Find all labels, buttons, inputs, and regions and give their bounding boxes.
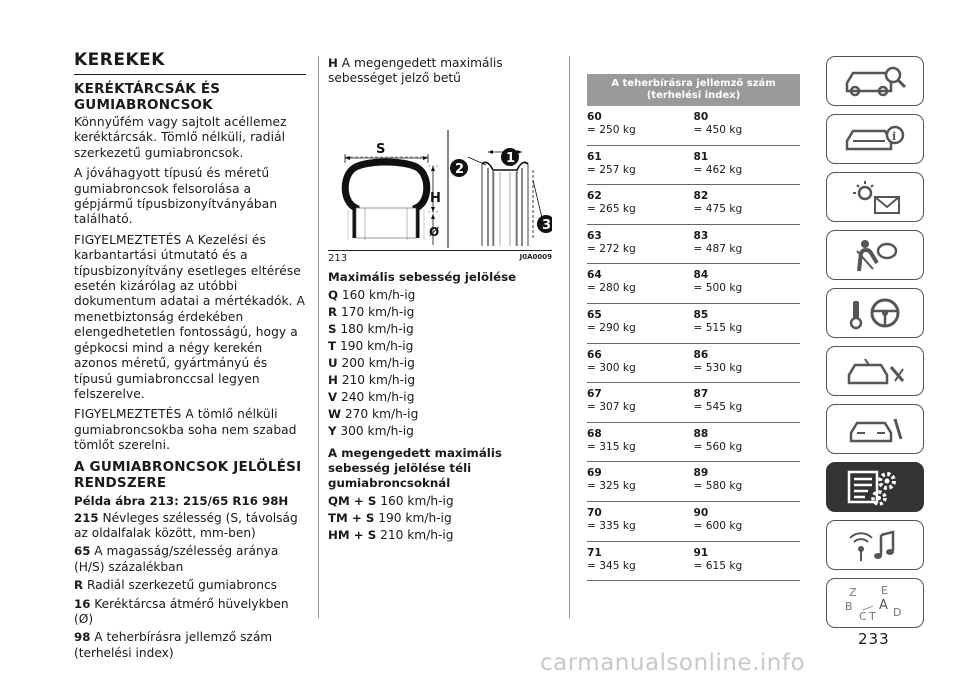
speed-code: R (328, 304, 338, 319)
load-value: = 462 kg (693, 163, 743, 176)
paragraph: A jóváhagyott típusú és méretű gumiabroncsok felsorolása a gépjármű típusbizonyítványában található. (74, 166, 278, 227)
load-value: = 560 kg (693, 440, 743, 453)
load-value: = 615 kg (693, 559, 743, 572)
load-value: = 250 kg (587, 124, 636, 136)
definition-item (74, 597, 306, 628)
definition-code: 98 (74, 630, 91, 645)
load-index: 86 (693, 348, 709, 361)
speed-value: 270 km/h-ig (344, 406, 419, 421)
example-heading: Példa ábra 213: 215/65 R16 98H (74, 493, 289, 508)
speed-item (328, 287, 552, 304)
table-row (587, 146, 800, 186)
winter-item (328, 510, 552, 527)
load-index: 81 (693, 150, 709, 163)
label-s: S (376, 141, 386, 157)
definition-item (74, 511, 306, 542)
speed-code: T (328, 338, 337, 353)
load-value: = 335 kg (587, 519, 636, 532)
definition-item (74, 578, 306, 593)
car-maintenance-icon (835, 409, 915, 449)
nav-dashboard[interactable] (826, 56, 924, 106)
definition-code: 215 (74, 510, 99, 525)
load-index: 90 (693, 506, 709, 519)
definition-code: 16 (74, 596, 91, 611)
winter-heading: A megengedett maximális sebesség jelölése téli gumiabroncsoknál (328, 445, 502, 490)
warning-paragraph: FIGYELMEZTETÉS A tömlő nélküli gumiabroncsokba soha nem szabad tömlőt szerelni. (74, 407, 297, 453)
paragraph: Könnyűfém vagy sajtolt acéllemez keréktárcsák. Tömlő nélküli, radiál szerkezetű gumiabroncsok. (74, 115, 287, 160)
load-index: 68 (587, 427, 602, 440)
table-row (587, 423, 800, 463)
table-cell (587, 467, 694, 501)
tire-diagram (328, 90, 552, 250)
figure-caption (328, 250, 552, 264)
table-cell (694, 190, 801, 224)
load-value: = 600 kg (693, 519, 743, 532)
index-letter: Z (849, 586, 857, 599)
definition-code: H (328, 56, 338, 70)
speed-item (328, 338, 552, 355)
table-cell (587, 309, 694, 343)
index-letter: E (881, 584, 888, 597)
column-divider (569, 56, 570, 618)
definition-text: Radiál szerkezetű gumiabroncs (86, 578, 278, 593)
table-cell (587, 230, 694, 264)
table-row (587, 542, 800, 582)
table-header: A teherbírásra jellemző szám (terhelési index) (587, 74, 800, 106)
page-title: KEREKEK (74, 50, 306, 75)
speed-item (328, 304, 552, 321)
load-value: = 515 kg (693, 321, 743, 334)
load-index: 71 (587, 546, 602, 559)
watermark: carmanualsonline.info (540, 650, 806, 676)
table-cell (587, 190, 694, 224)
speed-item (328, 321, 552, 338)
table-cell (694, 547, 801, 581)
load-index: 87 (693, 388, 709, 401)
definition-code: 65 (74, 544, 91, 559)
index-letter: A (879, 598, 888, 613)
nav-maintenance[interactable] (826, 404, 924, 454)
speed-item (328, 372, 552, 389)
nav-technical-data[interactable] (826, 462, 924, 512)
table-row (587, 225, 800, 265)
middle-column (328, 56, 552, 544)
speed-code: Q (328, 287, 339, 302)
table-cell (694, 230, 801, 264)
table-row (587, 462, 800, 502)
load-value: = 265 kg (587, 203, 636, 216)
load-value: = 545 kg (693, 401, 743, 414)
table-cell (587, 428, 694, 462)
speed-item (328, 355, 552, 372)
table-cell (694, 507, 801, 541)
definition-text: Névleges szélesség (S, távolság az oldalfalak között, mm-ben) (74, 510, 298, 540)
callout-3: 3 (542, 217, 552, 233)
load-value: = 500 kg (693, 282, 743, 295)
table-body (587, 106, 800, 581)
load-value: = 580 kg (693, 480, 743, 493)
load-value: = 257 kg (587, 163, 636, 176)
table-row (587, 344, 800, 384)
speed-code: Y (328, 423, 337, 438)
load-value: = 307 kg (587, 401, 636, 414)
winter-value: 190 km/h-ig (378, 510, 452, 525)
load-value: = 325 kg (587, 480, 636, 493)
label-h: H (430, 190, 441, 206)
load-index: 67 (587, 388, 602, 401)
speed-value: 200 km/h-ig (341, 355, 415, 370)
definition-item (328, 56, 552, 87)
index-letter: T (869, 610, 876, 623)
table-row (587, 304, 800, 344)
winter-item (328, 527, 552, 544)
load-index: 62 (587, 190, 602, 203)
callout-1: 1 (506, 150, 516, 166)
load-index-table (587, 74, 800, 581)
index-letter: D (893, 606, 902, 619)
load-value: = 487 kg (693, 242, 743, 255)
speed-code: U (328, 355, 338, 370)
section-title-marking: A GUMIABRONCSOK JELÖLÉSI RENDSZERE (74, 458, 302, 491)
table-row (587, 185, 800, 225)
technical-data-icon (835, 466, 915, 508)
nav-multimedia[interactable] (826, 520, 924, 570)
callout-2: 2 (455, 161, 465, 177)
winter-code: QM + S (328, 493, 377, 508)
load-value: = 315 kg (587, 440, 636, 453)
speed-item (328, 389, 552, 406)
load-value: = 290 kg (587, 321, 636, 334)
load-value: = 475 kg (693, 203, 743, 216)
speed-value: 240 km/h-ig (341, 389, 415, 404)
speed-item (328, 423, 552, 440)
load-value: = 450 kg (693, 124, 743, 136)
definition-code: R (74, 578, 84, 593)
alphabetical-index-icon (835, 582, 915, 624)
table-cell (587, 547, 694, 581)
index-letter: C (859, 610, 867, 623)
svg-text:i: i (892, 130, 897, 143)
winter-value: 160 km/h-ig (380, 493, 454, 508)
speed-value: 190 km/h-ig (339, 338, 414, 353)
table-cell (694, 111, 801, 145)
table-cell (587, 349, 694, 383)
table-cell (694, 467, 801, 501)
table-row (587, 502, 800, 542)
load-index: 82 (693, 190, 709, 203)
load-value: = 300 kg (587, 361, 636, 374)
table-cell (694, 151, 801, 185)
table-cell (587, 151, 694, 185)
left-column (74, 50, 306, 664)
load-index: 91 (693, 546, 709, 559)
table-cell (587, 507, 694, 541)
speed-value: 170 km/h-ig (340, 304, 415, 319)
speed-item (328, 406, 552, 423)
speed-heading: Maximális sebesség jelölése (328, 269, 517, 284)
table-cell (587, 388, 694, 422)
table-row (587, 383, 800, 423)
starting-driving-icon (835, 293, 915, 333)
speed-code: W (328, 406, 342, 421)
page-number: 233 (858, 630, 890, 648)
table-cell (694, 309, 801, 343)
definition-item (74, 630, 306, 661)
emergency-car-icon (835, 351, 915, 391)
speed-value: 180 km/h-ig (340, 321, 414, 336)
load-value: = 280 kg (587, 282, 636, 295)
table-cell (587, 111, 694, 145)
load-index: 64 (587, 269, 602, 282)
load-index: 63 (587, 229, 602, 242)
load-index: 80 (693, 111, 709, 123)
speed-code: V (328, 389, 338, 404)
car-info-icon (835, 119, 915, 159)
definition-text: A teherbírásra jellemző szám (terhelési index) (74, 630, 273, 660)
table-cell (694, 269, 801, 303)
load-index: 66 (587, 348, 602, 361)
table-row (587, 106, 800, 146)
speed-code: S (328, 321, 337, 336)
definition-text: A magasság/szélesség aránya (H/S) százalékban (74, 544, 279, 574)
light-message-icon (835, 177, 915, 217)
load-index: 61 (587, 150, 602, 163)
warning-paragraph: FIGYELMEZTETÉS A Kezelési és karbantartási útmutató és a típusbizonyítvány esetleges eltérése esetén kizárólag az utóbbi dokumentum adatai a mértékadók. A menetbiztonság érdekében elengedhetetlen fontosságú, hogy a gépkocsi mind a négy kerekén azonos méretű, gyártmányú és típusú gumiabronccsal legyen felszerelve. (74, 232, 306, 401)
nav-emergency[interactable] (826, 346, 924, 396)
load-index: 70 (587, 506, 602, 519)
table-cell (694, 349, 801, 383)
table-cell (694, 388, 801, 422)
label-diameter: Ø (429, 224, 440, 239)
definition-text: Keréktárcsa átmérő hüvelykben (Ø) (74, 596, 289, 626)
winter-code: TM + S (328, 510, 375, 525)
speed-code: H (328, 372, 338, 387)
definition-text: A megengedett maximális sebességet jelző betű (328, 56, 503, 86)
nav-safety[interactable] (826, 230, 924, 280)
speed-value: 210 km/h-ig (341, 372, 416, 387)
figure-code: J0A0009 (519, 252, 552, 261)
dashboard-search-icon (835, 61, 915, 101)
load-index: 60 (587, 111, 602, 123)
definition-item (74, 544, 306, 575)
load-index: 84 (693, 269, 709, 282)
nav-lights-messages[interactable] (826, 172, 924, 222)
table-cell (587, 269, 694, 303)
load-index: 69 (587, 467, 602, 480)
nav-car-info[interactable] (826, 114, 924, 164)
figure-number: 213 (328, 252, 348, 264)
section-title-rims: KERÉKTÁRCSÁK ÉS GUMIABRONCSOK (74, 81, 221, 113)
table-row (587, 264, 800, 304)
load-value: = 272 kg (587, 242, 636, 255)
speed-value: 300 km/h-ig (340, 423, 414, 438)
winter-item (328, 493, 552, 510)
tire-cross-section-figure (328, 90, 552, 250)
column-divider (318, 56, 319, 618)
load-value: = 345 kg (587, 559, 636, 572)
speed-value: 160 km/h-ig (341, 287, 416, 302)
load-index: 85 (693, 308, 709, 321)
winter-code: HM + S (328, 527, 377, 542)
nav-starting-driving[interactable] (826, 288, 924, 338)
index-letter: B (845, 600, 853, 613)
load-index: 83 (693, 229, 709, 242)
load-index: 88 (693, 427, 709, 440)
multimedia-icon (835, 525, 915, 565)
airbag-seatbelt-icon (835, 235, 915, 275)
nav-index[interactable] (826, 578, 924, 628)
winter-value: 210 km/h-ig (380, 527, 454, 542)
table-cell (694, 428, 801, 462)
load-value: = 530 kg (693, 361, 743, 374)
chapter-navigation (826, 56, 926, 636)
load-index: 89 (693, 467, 709, 480)
load-index: 65 (587, 308, 602, 321)
